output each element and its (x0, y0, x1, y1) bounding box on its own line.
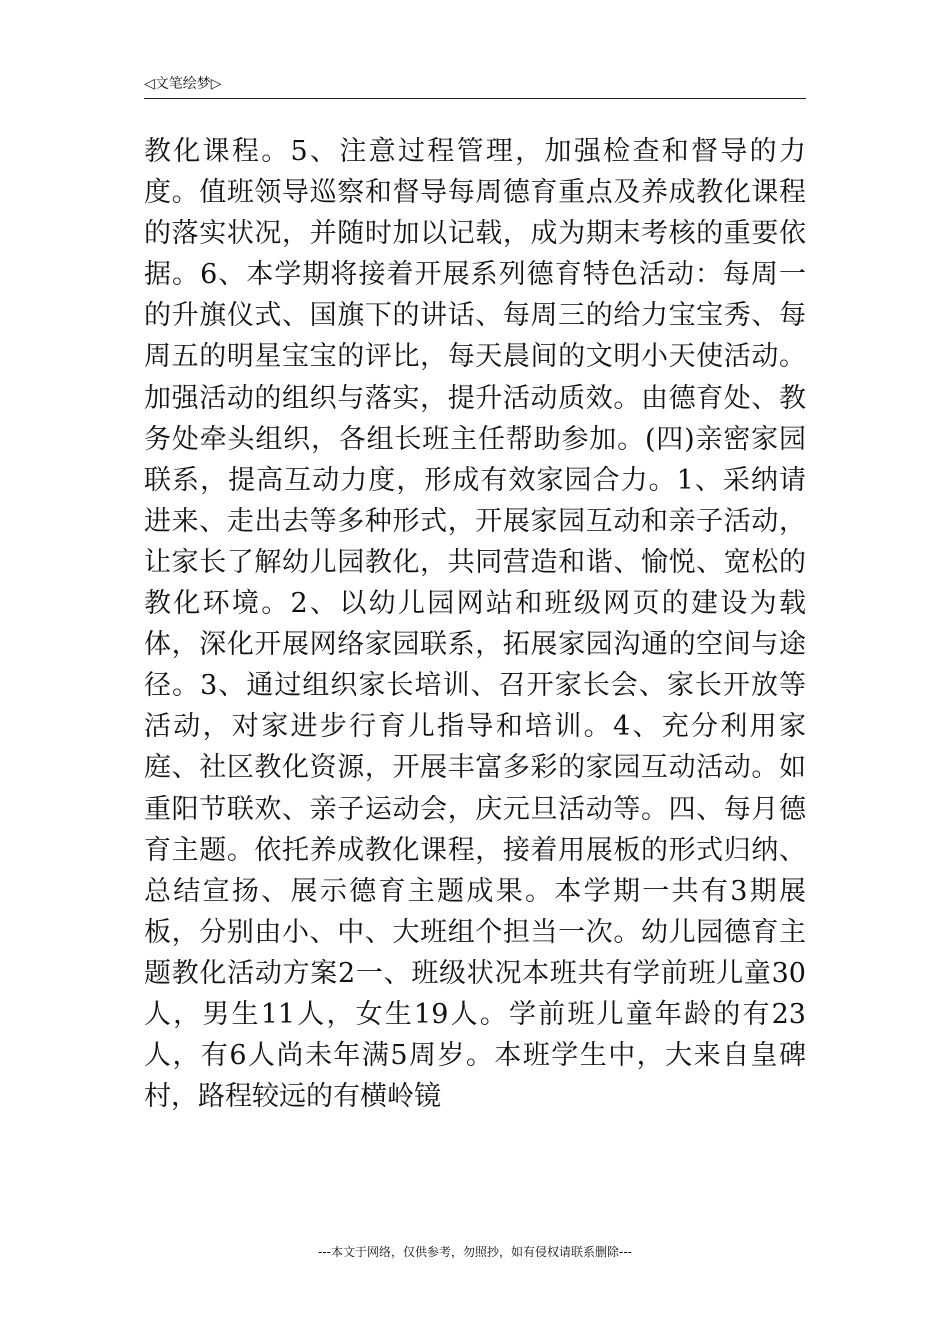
page-header (144, 74, 806, 99)
page-footer: ---本文于网络，仅供参考，勿照抄，如有侵权请联系删除--- (318, 1245, 632, 1259)
document-body-text: 教化课程。5、注意过程管理，加强检查和督导的力度。值班领导巡察和督导每周德育重点及养成教化课程的落实状况，并随时加以记载，成为期末考核的重要依据。6、本学期将接着开展系列德育特色活动：每周一的升旗仪式、国旗下的讲话、每周三的给力宝宝秀、每周五的明星宝宝的评比，每天晨间的文明小天使活动。加强活动的组织与落实，提升活动质效。由德育处、教务处牵头组织，各组长班主任帮助参加。(四)亲密家园联系，提高互动力度，形成有效家园合力。1、采纳请进来、走出去等多种形式，开展家园互动和亲子活动，让家长了解幼儿园教化，共同营造和谐、愉悦、宽松的教化环境。2、以幼儿园网站和班级网页的建设为载体，深化开展网络家园联系，拓展家园沟通的空间与途径。3、通过组织家长培训、召开家长会、家长开放等活动，对家进步行育儿指导和培训。4、充分利用家庭、社区教化资源，开展丰富多彩的家园互动活动。如重阳节联欢、亲子运动会，庆元旦活动等。四、每月德育主题。依托养成教化课程，接着用展板的形式归纳、总结宣扬、展示德育主题成果。本学期一共有3期展板，分别由小、中、大班组个担当一次。幼儿园德育主题教化活动方案2一、班级状况本班共有学前班儿童30人，男生11人，女生19人。学前班儿童年龄的有23人，有6人尚未年满5周岁。本班学生中，大来自皇碑村，路程较远的有横岭镜 (144, 136, 806, 1113)
header-logo: ◁文笔绘梦▷ (144, 76, 222, 92)
